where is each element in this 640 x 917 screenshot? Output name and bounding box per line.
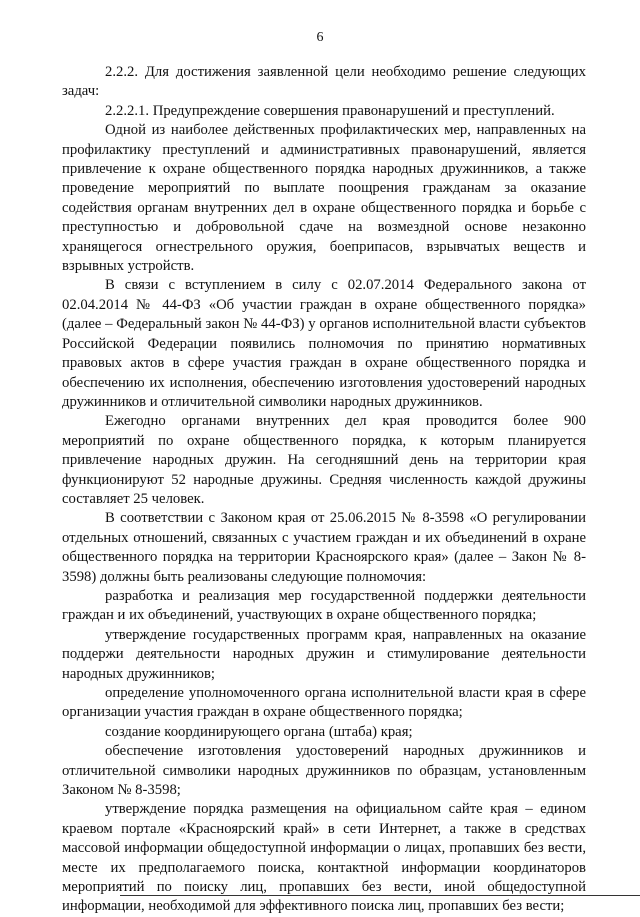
paragraph-regional-law: В соответствии с Законом края от 25.06.2015 № 8-3598 «О регулировании отдельных отношений, связанных с участием граждан и их объединений в охране общественного порядка на территории Красноярского края» (далее – Закон № 8-3598) должны быть реализованы следующие полномочия: (62, 510, 586, 585)
list-item-state-support: разработка и реализация мер государственной поддержки деятельности граждан и их объединений, участвующих в охране общественного порядка; (62, 587, 586, 624)
page-number: 6 (316, 30, 324, 45)
paragraph-annual-events: Ежегодно органами внутренних дел края проводится более 900 мероприятий по охране общественного порядка, к которым планируется привлечение народных дружин. На сегодняшний день на территории края функционируют 52 народные дружины. Средняя численность каждой дружины составляет 25 человек. (62, 413, 586, 507)
footer-divider (120, 895, 640, 896)
list-item-state-programs: утверждение государственных программ края, направленных на оказание поддержи деятельности народных дружин и стимулирование деятельности народных дружинников; (62, 626, 586, 682)
list-item-authorized-body: определение уполномоченного органа исполнительной власти края в сфере организации участия граждан в охране общественного порядка; (62, 685, 586, 721)
paragraph-tasks-intro: 2.2.2. Для достижения заявленной цели необходимо решение следующих задач: (62, 64, 586, 100)
document-body (62, 63, 586, 917)
paragraph-task-heading: 2.2.2.1. Предупреждение совершения правонарушений и преступлений. (105, 102, 555, 119)
list-item-missing-persons: утверждение порядка размещения на официальном сайте края – едином краевом портале «Красноярский край» в сети Интернет, а также в средствах массовой информации общедоступной информации о лицах, пропавших без вести, месте их предполагаемого поиска, контактной информации координаторов мероприятий по поиску лиц, пропавших без вести, иной общедоступной информации, необходимой для эффективного поиска лиц, пропавших без вести; (62, 801, 586, 915)
list-item-coordinating-body: создание координирующего органа (штаба) края; (105, 723, 413, 740)
list-item-certificates: обеспечение изготовления удостоверений народных дружинников и отличительной символики народных дружинников по образцам, установленным Законом № 8-3598; (62, 743, 586, 799)
paragraph-prevention-measures: Одной из наиболее действенных профилактических мер, направленных на профилактику преступлений и административных правонарушений, является привлечение к охране общественного порядка народных дружинников, а также проведение мероприятий по выплате поощрения гражданам за оказание содействия органам внутренних дел в охране общественного порядка и борьбе с преступностью и добровольной сдаче на возмездной основе незаконно хранящегося огнестрельного оружия, боеприпасов, взрывчатых веществ и взрывных устройств. (62, 122, 586, 275)
paragraph-federal-law: В связи с вступлением в силу с 02.07.2014 Федерального закона от 02.04.2014 № 44-ФЗ «Об участии граждан в охране общественного порядка» (далее – Федеральный закон № 44-ФЗ) у органов исполнительной власти субъектов Российской Федерации появились полномочия по принятию нормативных правовых актов в сфере участия граждан в охране общественного порядка и обеспечению их исполнения, обеспечению изготовления удостоверений народных дружинников и отличительной символики народных дружинников. (62, 277, 586, 410)
